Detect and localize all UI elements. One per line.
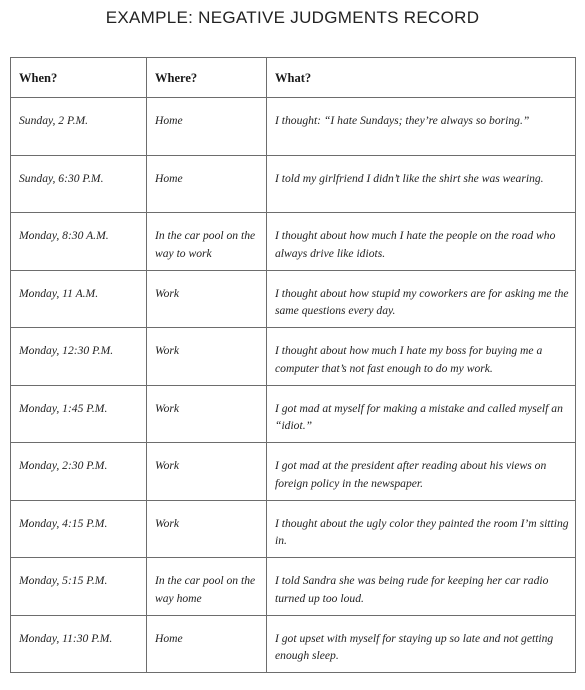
cell-what: I told Sandra she was being rude for keeping her car radio turned up too loud.: [267, 558, 576, 616]
cell-where: Home: [147, 155, 267, 213]
column-header-when: When?: [11, 58, 147, 98]
table-row: [11, 213, 576, 271]
table-row: [11, 443, 576, 501]
page-title: EXAMPLE: NEGATIVE JUDGMENTS RECORD: [105, 8, 480, 27]
table-row: [11, 558, 576, 616]
cell-what: I told my girlfriend I didn’t like the shirt she was wearing.: [267, 155, 576, 213]
cell-what: I got mad at myself for making a mistake and called myself an “idiot.”: [267, 385, 576, 443]
table-row: [11, 385, 576, 443]
table-row: [11, 270, 576, 328]
cell-what: I got mad at the president after reading about his views on foreign policy in the newspaper.: [267, 443, 576, 501]
cell-when: Sunday, 2 P.M.: [11, 98, 147, 156]
cell-where: In the car pool on the way home: [147, 558, 267, 616]
column-header-where: Where?: [147, 58, 267, 98]
cell-where: Work: [147, 443, 267, 501]
cell-where: In the car pool on the way to work: [147, 213, 267, 271]
cell-what: I thought about how much I hate my boss for buying me a computer that’s not fast enough to do my work.: [267, 328, 576, 386]
cell-when: Monday, 4:15 P.M.: [11, 500, 147, 558]
cell-where: Work: [147, 385, 267, 443]
cell-when: Monday, 5:15 P.M.: [11, 558, 147, 616]
table-header-row: [11, 58, 576, 98]
table-row: [11, 98, 576, 156]
cell-where: Work: [147, 500, 267, 558]
negative-judgments-table: [10, 57, 576, 673]
cell-when: Monday, 1:45 P.M.: [11, 385, 147, 443]
cell-what: I thought about how much I hate the people on the road who always drive like idiots.: [267, 213, 576, 271]
cell-when: Monday, 11:30 P.M.: [11, 615, 147, 673]
cell-what: I got upset with myself for staying up so late and not getting enough sleep.: [267, 615, 576, 673]
table-row: [11, 500, 576, 558]
cell-where: Work: [147, 328, 267, 386]
table-row: [11, 328, 576, 386]
cell-where: Work: [147, 270, 267, 328]
cell-when: Monday, 11 A.M.: [11, 270, 147, 328]
cell-when: Monday, 8:30 A.M.: [11, 213, 147, 271]
column-header-what: What?: [267, 58, 576, 98]
cell-when: Sunday, 6:30 P.M.: [11, 155, 147, 213]
cell-where: Home: [147, 98, 267, 156]
cell-when: Monday, 2:30 P.M.: [11, 443, 147, 501]
table-row: [11, 615, 576, 673]
cell-what: I thought about the ugly color they painted the room I’m sitting in.: [267, 500, 576, 558]
cell-what: I thought about how stupid my coworkers are for asking me the same questions every day.: [267, 270, 576, 328]
cell-what: I thought: “I hate Sundays; they’re always so boring.”: [267, 98, 576, 156]
cell-when: Monday, 12:30 P.M.: [11, 328, 147, 386]
table-row: [11, 155, 576, 213]
cell-where: Home: [147, 615, 267, 673]
